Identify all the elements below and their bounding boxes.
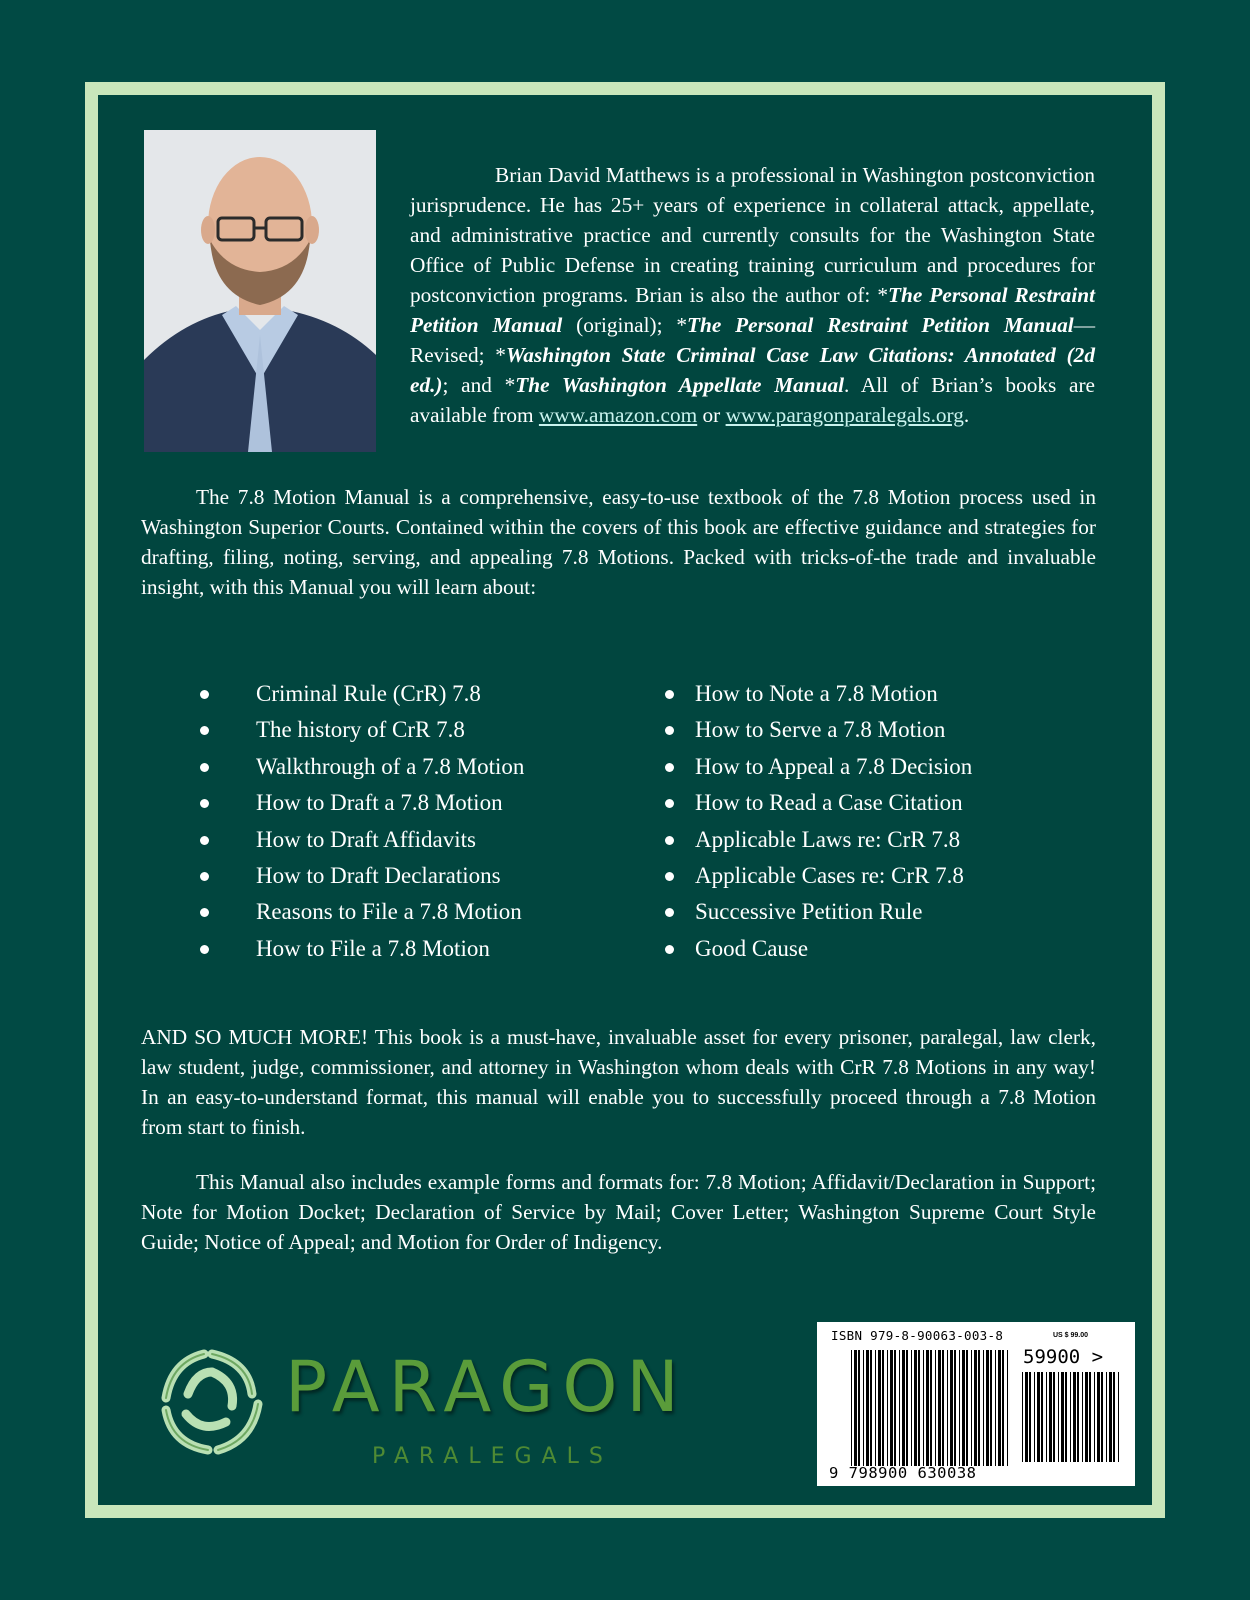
topic-item: [256, 931, 524, 967]
topic-item: [695, 785, 972, 821]
topic-label: How to Read a Case Citation: [695, 790, 963, 816]
knot-icon: [152, 1342, 272, 1462]
topic-label: How to Serve a 7.8 Motion: [695, 717, 946, 743]
bullet-icon: [200, 763, 209, 772]
topic-label: Successive Petition Rule: [695, 899, 923, 925]
author-bio: Brian David Matthews is a professional in Washington postconviction jurisprudence. He has 25+ years of experience in collateral attack, appellate, and administrative practice and currently consults for the Washington State Office of Public Defense in creating training curriculum and procedures for postconviction programs. Brian is also the author of: *The Personal Restraint Petition Manual (original); *The Personal Restraint Petition Manual—Revised; *Washington State Criminal Case Law Citations: Annotated (2d ed.); and *The Washington Appellate Manual. All of Brian’s books are available from www.amazon.com or www.paragonparalegals.org.: [410, 163, 1096, 427]
topic-item: [256, 822, 524, 858]
book-title: The Personal Restraint Petition Manual: [687, 313, 1074, 337]
book-title: Washington State Criminal Case Law Citations: Annotated (2d ed.): [410, 343, 1095, 397]
intro-paragraph: The 7.8 Motion Manual is a comprehensive, easy-to-use textbook of the 7.8 Motion process used in Washington Superior Courts. Contained within the covers of this book are effective guidance and strategies for drafting, filing, noting, serving, and appealing 7.8 Motions. Packed with tricks-of-the trade and invaluable insight, with this Manual you will learn about:: [141, 485, 1096, 599]
forms-paragraph: This Manual also includes example forms and formats for: 7.8 Motion; Affidavit/Declaration in Support; Note for Motion Docket; Declaration of Service by Mail; Cover Letter; Washington Supreme Court Style Guide; Notice of Appeal; and Motion for Order of Indigency.: [141, 1170, 1096, 1254]
topic-label: How to Note a 7.8 Motion: [695, 681, 938, 706]
topic-label: Good Cause: [695, 935, 809, 961]
price-code: 59900 >: [1023, 1346, 1104, 1368]
topic-item: [695, 749, 972, 785]
ean-digits: 9 798900 630038: [829, 1464, 977, 1482]
bullet-icon: [665, 763, 674, 772]
topic-label: How to Appeal a 7.8 Decision: [695, 753, 973, 779]
paragon-link[interactable]: www.paragonparalegals.org: [725, 403, 964, 427]
paragon-logo: [150, 1340, 760, 1490]
topic-item: [695, 858, 972, 894]
topic-item: [695, 676, 972, 712]
bullet-icon: [665, 690, 674, 699]
isbn-barcode: [817, 1322, 1135, 1486]
bullet-icon: [200, 945, 209, 954]
isbn-number: ISBN 979-8-90063-003-8: [831, 1328, 1004, 1343]
topic-item: [256, 785, 524, 821]
bullet-icon: [665, 872, 674, 881]
bullet-icon: [665, 836, 674, 845]
topic-item: [256, 749, 524, 785]
topic-item: [256, 858, 524, 894]
book-title: The Washington Appellate Manual: [515, 373, 845, 397]
topic-label: Applicable Laws re: CrR 7.8: [695, 826, 961, 852]
topic-label: How to Draft Declarations: [256, 863, 501, 889]
author-photo: [144, 130, 376, 452]
topics-list-right: [695, 676, 972, 967]
topic-label: Reasons to File a 7.8 Motion: [256, 899, 522, 925]
logo-subtitle: PARALEGALS: [372, 1444, 613, 1469]
more-paragraph: AND SO MUCH MORE! This book is a must-have, invaluable asset for every prisoner, paralegal, law clerk, law student, judge, commissioner, and attorney in Washington whom deals with CrR 7.8 Motions in any way! In an easy-to-understand format, this manual will enable you to successfully proceed through a 7.8 Motion from start to finish.: [141, 1025, 1096, 1139]
topic-label: How to Draft Affidavits: [256, 826, 476, 852]
topic-label: Applicable Cases re: CrR 7.8: [695, 863, 964, 889]
topic-label: How to Draft a 7.8 Motion: [256, 790, 503, 816]
topic-item: [695, 931, 972, 967]
price-label: US $ 99.00: [1053, 1332, 1089, 1339]
topic-item: [695, 822, 972, 858]
topic-item: [256, 894, 524, 930]
topic-item: [695, 712, 972, 748]
bullet-icon: [665, 945, 674, 954]
topics-list-left: [256, 676, 524, 967]
ean-bars: [851, 1350, 1011, 1466]
topic-item: [256, 676, 524, 712]
amazon-link[interactable]: www.amazon.com: [538, 403, 698, 427]
book-title: The Personal Restraint Petition Manual: [410, 283, 1096, 337]
bullet-icon: [200, 872, 209, 881]
price-bars: [1022, 1372, 1122, 1462]
topic-item: [256, 712, 524, 748]
topic-label: Walkthrough of a 7.8 Motion: [256, 753, 525, 779]
topic-label: Criminal Rule (CrR) 7.8: [256, 681, 481, 706]
topic-item: [695, 894, 972, 930]
bullet-icon: [200, 836, 209, 845]
bullet-icon: [200, 690, 209, 699]
logo-wordmark: PARAGON: [285, 1346, 688, 1428]
topic-label: How to File a 7.8 Motion: [256, 935, 490, 961]
topic-label: The history of CrR 7.8: [256, 717, 465, 743]
